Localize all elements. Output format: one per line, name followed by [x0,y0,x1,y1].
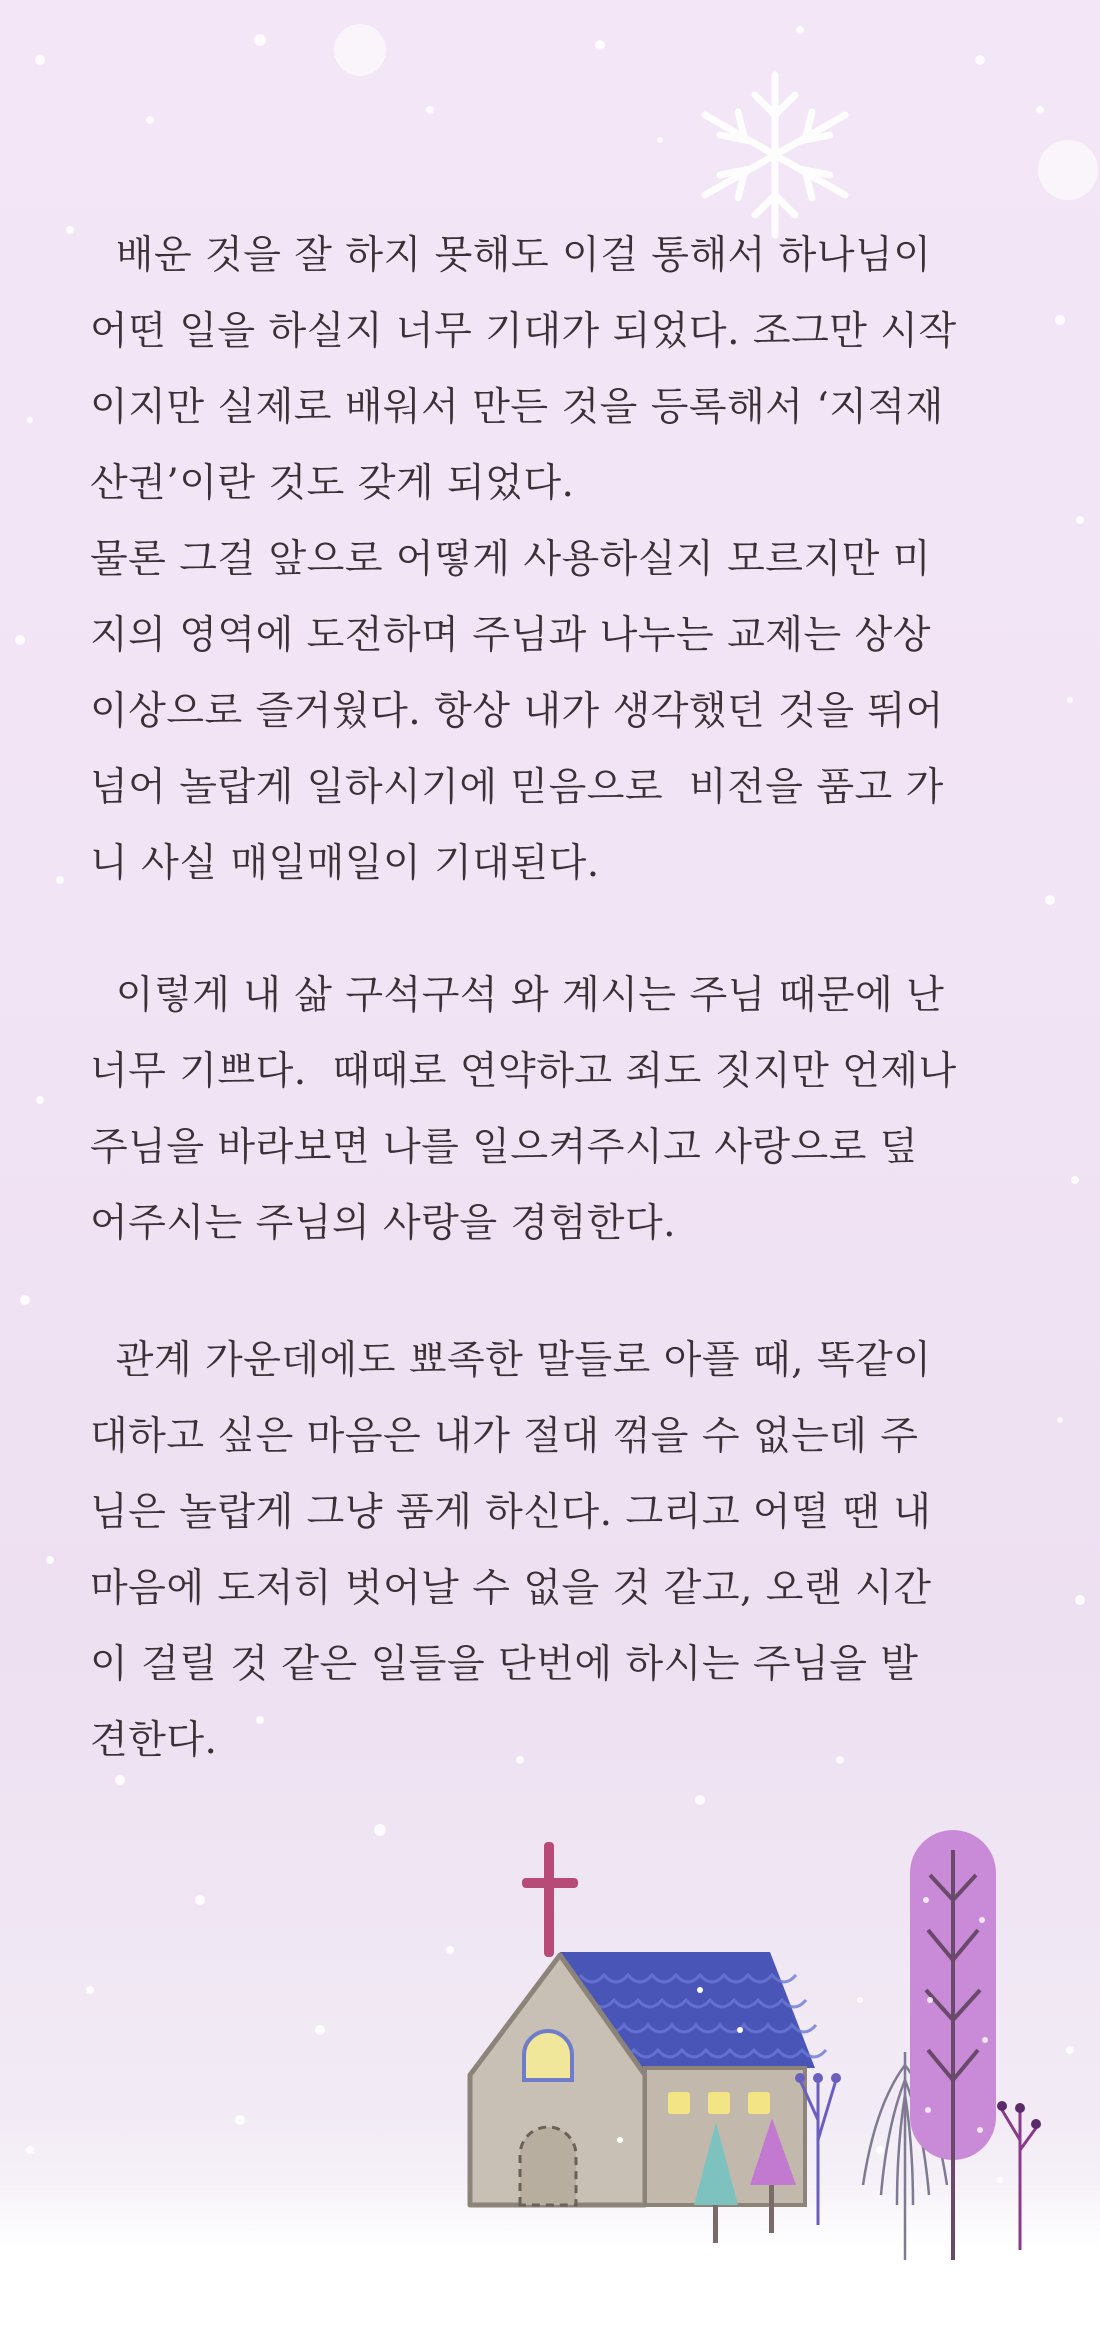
text-line: 대하고 싶은 마음은 내가 절대 꺾을 수 없는데 주 [90,1414,919,1459]
text-line: 넘어 놀랍게 일하시기에 믿음으로 비전을 품고 가 [90,765,944,810]
snowy-ground [0,2180,1100,2351]
paragraph-3 [90,1323,1010,1779]
text-line: 마음에 도저히 벗어날 수 없을 것 같고, 오랜 시간 [90,1566,932,1611]
paragraph-2 [90,958,1010,1262]
snowflake-icon [705,75,845,235]
text-line: 이렇게 내 삶 구석구석 와 계시는 주님 때문에 난 [90,973,945,1018]
text-line: 너무 기쁘다. 때때로 연약하고 죄도 짓지만 언제나 [90,1049,957,1094]
text-line: 산권’이란 것도 갖게 되었다. [90,461,575,506]
text-line: 님은 놀랍게 그냥 품게 하신다. 그리고 어떨 땐 내 [90,1490,932,1535]
text-line: 어주시는 주님의 사랑을 경험한다. [90,1201,677,1246]
paragraph-1 [90,218,1010,902]
text-line: 지의 영역에 도전하며 주님과 나누는 교제는 상상 [90,613,931,658]
text-line: 주님을 바라보면 나를 일으켜주시고 사랑으로 덮 [90,1125,918,1170]
text-line: 이지만 실제로 배워서 만든 것을 등록해서 ‘지적재 [90,385,944,430]
text-line: 어떤 일을 하실지 너무 기대가 되었다. 조그만 시작 [90,309,957,354]
text-line: 니 사실 매일매일이 기대된다. [90,841,600,886]
text-line: 견한다. [90,1718,218,1763]
text-line: 관계 가운데에도 뾰족한 말들로 아플 때, 똑같이 [90,1338,932,1383]
text-line: 배운 것을 잘 하지 못해도 이걸 통해서 하나님이 [90,233,932,278]
text-line: 이상으로 즐거웠다. 항상 내가 생각했던 것을 뛰어 [90,689,944,734]
text-line: 이 걸릴 것 같은 일들을 단번에 하시는 주님을 발 [90,1642,919,1687]
text-line: 물론 그걸 앞으로 어떻게 사용하실지 모르지만 미 [90,537,931,582]
